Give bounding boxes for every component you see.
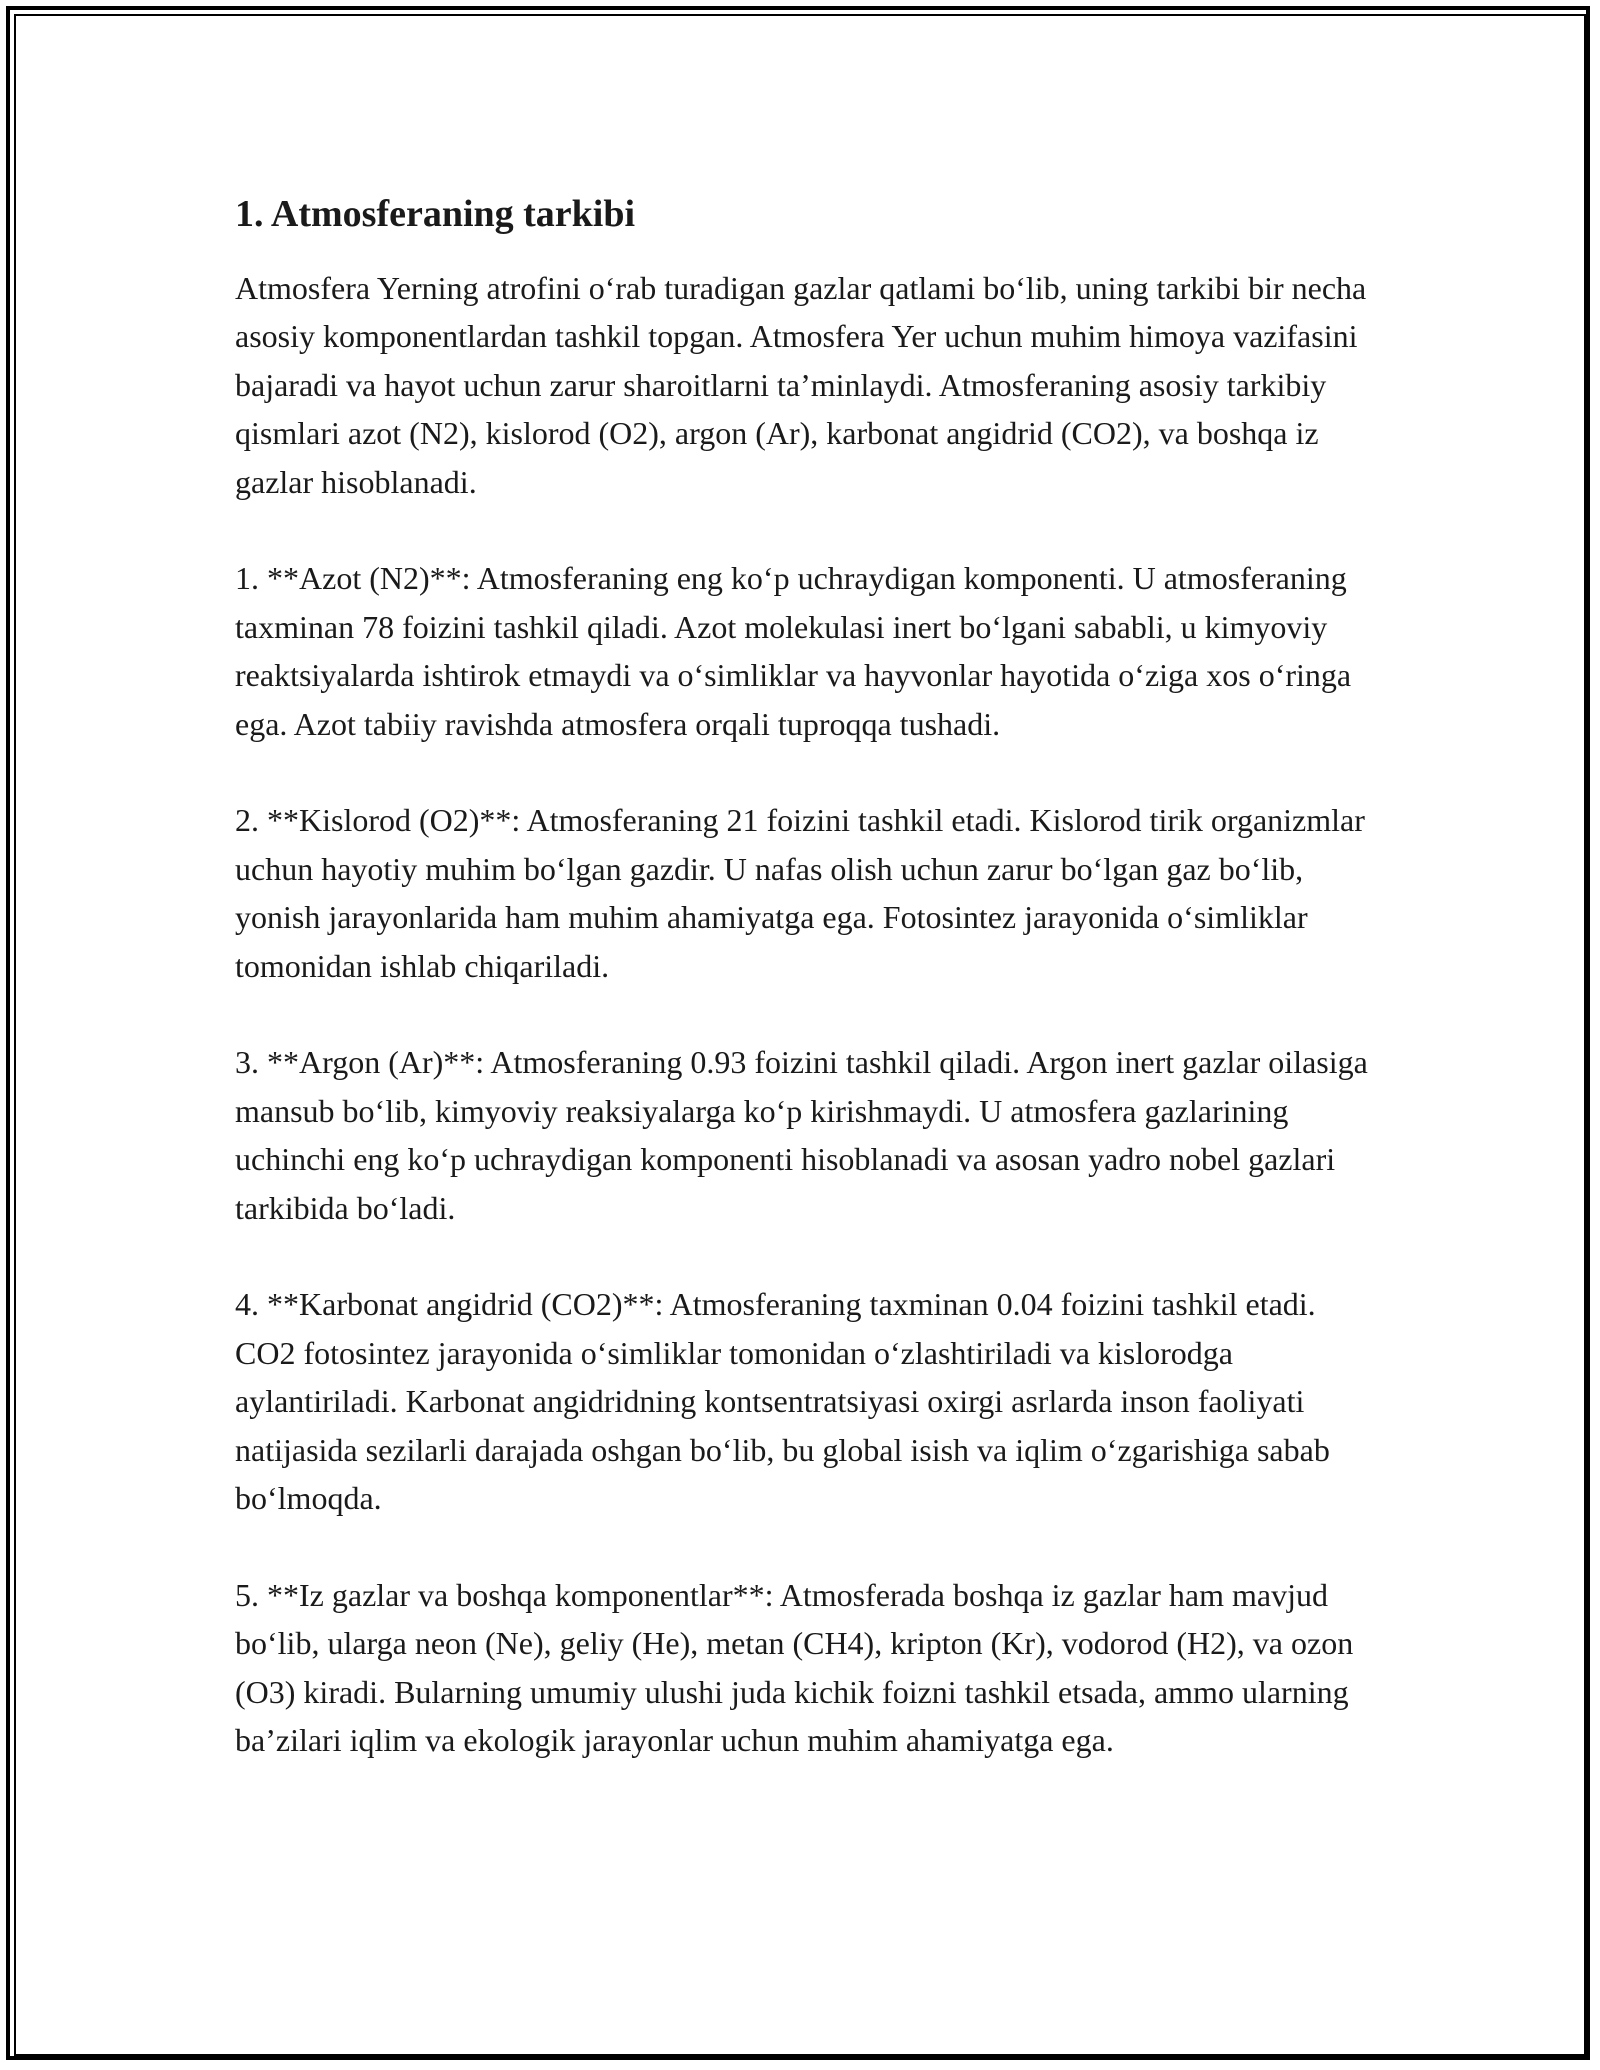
document-body: [235, 186, 1375, 1813]
item-kislorod-paragraph: 2. **Kislorod (O2)**: Atmosferaning 21 foizini tashkil etadi. Kislorod tirik organizmlar uchun hayotiy muhim bo‘lgan gazdir. U nafas olish uchun zarur bo‘lgan gaz bo‘lib, yonish jarayonlarida ham muhim ahamiyatga ega. Fotosintez jarayonida o‘simliklar tomonidan ishlab chiqariladi.: [235, 802, 1365, 984]
intro-paragraph: Atmosfera Yerning atrofini o‘rab turadigan gazlar qatlami bo‘lib, uning tarkibi bir necha asosiy komponentlardan tashkil topgan. Atmosfera Yer uchun muhim himoya vazifasini bajaradi va hayot uchun zarur sharoitlarni ta’minlaydi. Atmosferaning asosiy tarkibiy qismlari azot (N2), kislorod (O2), argon (Ar), karbonat angidrid (CO2), va boshqa iz gazlar hisoblanadi.: [235, 270, 1367, 500]
item-iz-gazlar-paragraph: 5. **Iz gazlar va boshqa komponentlar**: Atmosferada boshqa iz gazlar ham mavjud bo‘lib, ularga neon (Ne), geliy (He), metan (CH4), kripton (Kr), vodorod (H2), va ozon (O3) kiradi. Bularning umumiy ulushi juda kichik foizni tashkil etsada, ammo ularning ba’zilari iqlim va ekologik jarayonlar uchun muhim ahamiyatga ega.: [235, 1576, 1354, 1759]
item-karbonat-paragraph: 4. **Karbonat angidrid (CO2)**: Atmosferaning taxminan 0.04 foizini tashkil etadi. CO2 fotosintez jarayonida o‘simliklar tomonidan o‘zlashtiriladi va kislorodga aylantiriladi. Karbonat angidridning kontsentratsiyasi oxirgi asrlarda inson faoliyati natijasida sezilarli darajada oshgan bo‘lib, bu global isish va iqlim o‘zgarishiga sabab bo‘lmoqda.: [235, 1286, 1330, 1517]
section-heading: 1. Atmosferaning tarkibi: [235, 193, 636, 235]
item-argon-paragraph: 3. **Argon (Ar)**: Atmosferaning 0.93 foizini tashkil qiladi. Argon inert gazlar oilasiga mansub bo‘lib, kimyoviy reaksiyalarga ko‘p kirishmaydi. U atmosfera gazlarining uchinchi eng ko‘p uchraydigan komponenti hisoblanadi va asosan yadro nobel gazlari tarkibida bo‘ladi.: [235, 1044, 1368, 1226]
item-azot-paragraph: 1. **Azot (N2)**: Atmosferaning eng ko‘p uchraydigan komponenti. U atmosferaning taxminan 78 foizini tashkil qiladi. Azot molekulasi inert bo‘lgani sababli, u kimyoviy reaktsiyalarda ishtirok etmaydi va o‘simliklar va hayvonlar hayotida o‘ziga xos o‘ringa ega. Azot tabiiy ravishda atmosfera orqali tuproqqa tushadi.: [235, 560, 1352, 742]
